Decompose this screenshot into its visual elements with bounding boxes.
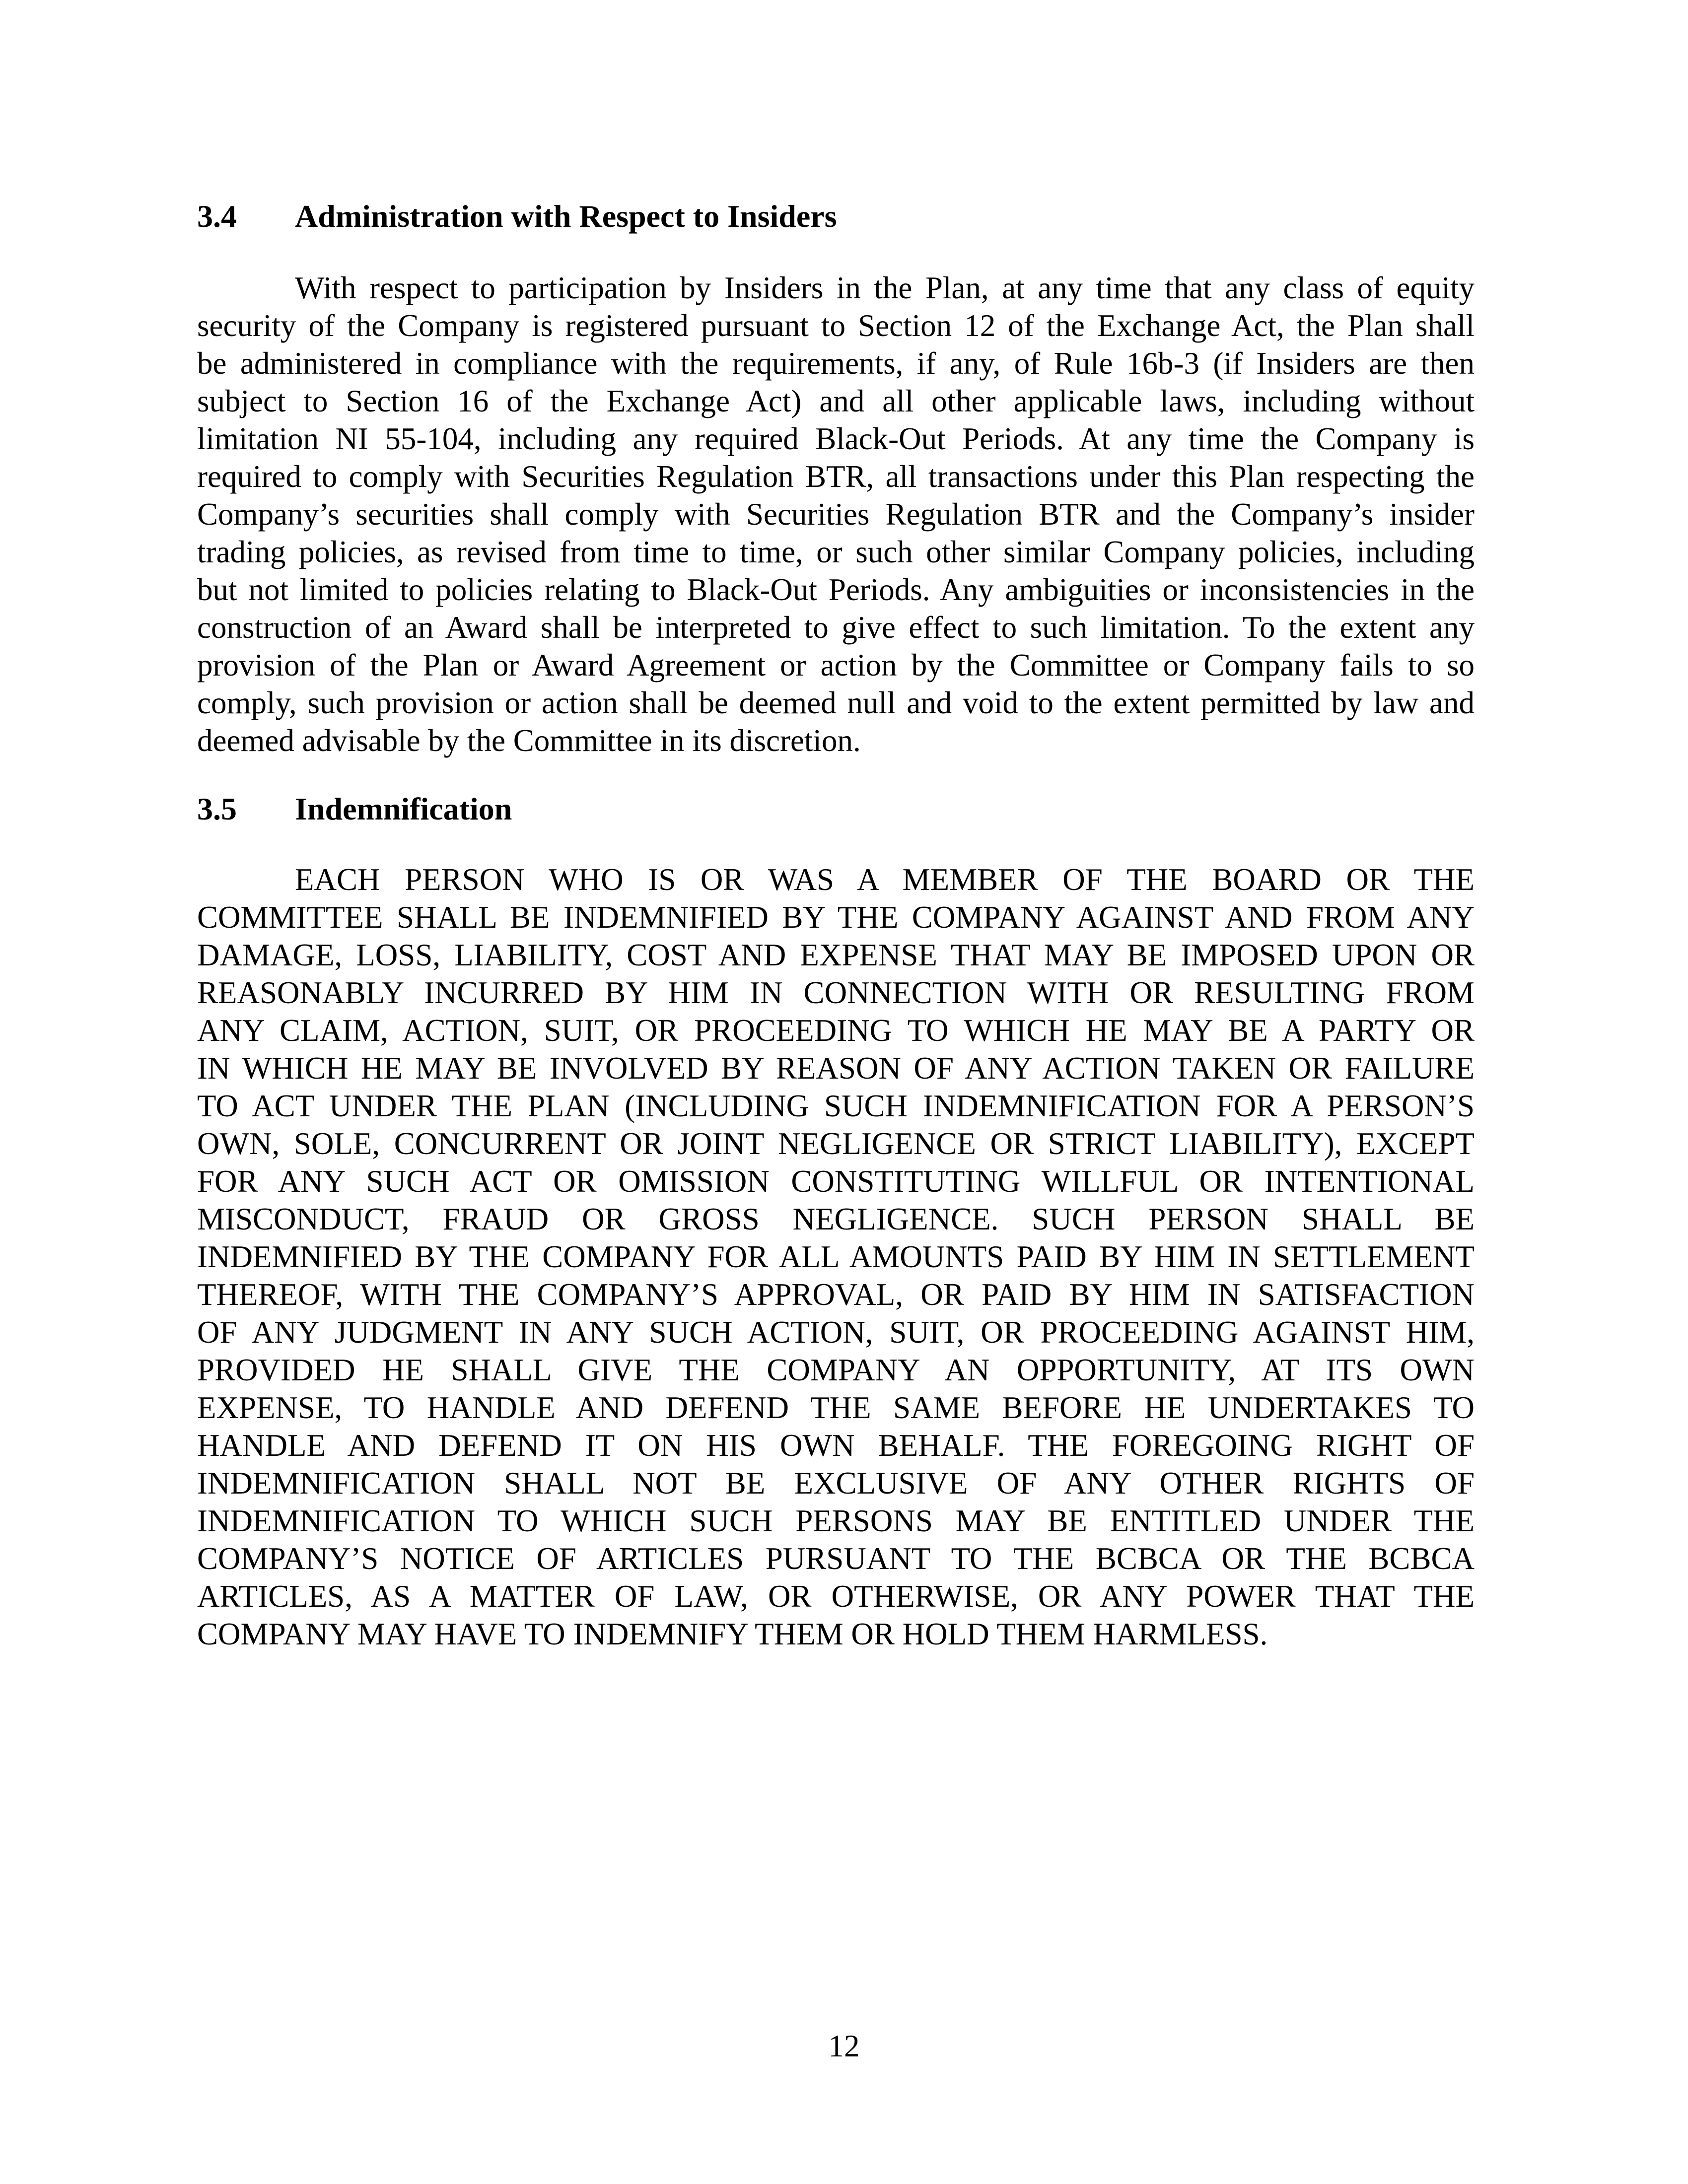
- text-line: provision of the Plan or Award Agreement or action by the Committee or Company fails to so: [197, 648, 1475, 682]
- text-line: REASONABLY INCURRED BY HIM IN CONNECTION WITH OR RESULTING FROM: [197, 975, 1475, 1010]
- text-line: subject to Section 16 of the Exchange Act) and all other applicable laws, including without: [197, 384, 1475, 418]
- page-number: 12: [828, 2029, 860, 2063]
- section-3-4-paragraph: [197, 269, 1475, 759]
- text-line: TO ACT UNDER THE PLAN (INCLUDING SUCH INDEMNIFICATION FOR A PERSON’S: [197, 1089, 1475, 1123]
- text-line: PROVIDED HE SHALL GIVE THE COMPANY AN OPPORTUNITY, AT ITS OWN: [197, 1353, 1475, 1387]
- text-line: deemed advisable by the Committee in its discretion.: [197, 723, 861, 758]
- text-line: EACH PERSON WHO IS OR WAS A MEMBER OF THE BOARD OR THE: [295, 862, 1475, 897]
- text-line: but not limited to policies relating to Black-Out Periods. Any ambiguities or inconsistencies in the: [197, 572, 1475, 607]
- section-number: 3.4: [197, 199, 237, 234]
- text-line: THEREOF, WITH THE COMPANY’S APPROVAL, OR PAID BY HIM IN SATISFACTION: [197, 1277, 1475, 1312]
- text-line: INDEMNIFIED BY THE COMPANY FOR ALL AMOUNTS PAID BY HIM IN SETTLEMENT: [197, 1239, 1475, 1274]
- text-line: DAMAGE, LOSS, LIABILITY, COST AND EXPENSE THAT MAY BE IMPOSED UPON OR: [197, 938, 1475, 972]
- text-line: INDEMNIFICATION SHALL NOT BE EXCLUSIVE OF ANY OTHER RIGHTS OF: [197, 1466, 1475, 1501]
- text-line: EXPENSE, TO HANDLE AND DEFEND THE SAME BEFORE HE UNDERTAKES TO: [197, 1390, 1475, 1425]
- text-line: OF ANY JUDGMENT IN ANY SUCH ACTION, SUIT, OR PROCEEDING AGAINST HIM,: [197, 1315, 1475, 1350]
- text-line: ANY CLAIM, ACTION, SUIT, OR PROCEEDING TO WHICH HE MAY BE A PARTY OR: [197, 1013, 1475, 1048]
- text-line: IN WHICH HE MAY BE INVOLVED BY REASON OF ANY ACTION TAKEN OR FAILURE: [197, 1051, 1475, 1086]
- text-line: trading policies, as revised from time to time, or such other similar Company policies, including: [197, 535, 1475, 569]
- text-line: INDEMNIFICATION TO WHICH SUCH PERSONS MAY BE ENTITLED UNDER THE: [197, 1503, 1475, 1538]
- section-3-5-paragraph: [197, 861, 1475, 1653]
- text-line: ARTICLES, AS A MATTER OF LAW, OR OTHERWISE, OR ANY POWER THAT THE: [197, 1579, 1475, 1614]
- text-line: required to comply with Securities Regulation BTR, all transactions under this Plan respecting the: [197, 459, 1475, 494]
- text-line: COMPANY MAY HAVE TO INDEMNIFY THEM OR HOLD THEM HARMLESS.: [197, 1617, 1268, 1651]
- text-line: With respect to participation by Insiders in the Plan, at any time that any class of equity: [295, 271, 1475, 305]
- section-title: Administration with Respect to Insiders: [295, 199, 837, 234]
- text-line: COMMITTEE SHALL BE INDEMNIFIED BY THE COMPANY AGAINST AND FROM ANY: [197, 900, 1475, 935]
- text-line: comply, such provision or action shall be deemed null and void to the extent permitted by law and: [197, 685, 1475, 720]
- section-heading-3-5: [197, 790, 1475, 828]
- text-line: MISCONDUCT, FRAUD OR GROSS NEGLIGENCE. SUCH PERSON SHALL BE: [197, 1202, 1475, 1236]
- text-line: COMPANY’S NOTICE OF ARTICLES PURSUANT TO THE BCBCA OR THE BCBCA: [197, 1541, 1475, 1576]
- section-number: 3.5: [197, 791, 237, 826]
- text-line: construction of an Award shall be interpreted to give effect to such limitation. To the extent any: [197, 610, 1475, 645]
- section-heading-3-4: [197, 198, 1475, 235]
- text-line: security of the Company is registered pursuant to Section 12 of the Exchange Act, the Plan shall: [197, 308, 1475, 343]
- text-line: FOR ANY SUCH ACT OR OMISSION CONSTITUTING WILLFUL OR INTENTIONAL: [197, 1164, 1475, 1199]
- text-line: be administered in compliance with the requirements, if any, of Rule 16b-3 (if Insiders are then: [197, 346, 1475, 381]
- text-line: Company’s securities shall comply with Securities Regulation BTR and the Company’s insider: [197, 497, 1475, 532]
- section-title: Indemnification: [295, 791, 512, 826]
- text-line: limitation NI 55-104, including any required Black-Out Periods. At any time the Company is: [197, 421, 1475, 456]
- text-line: OWN, SOLE, CONCURRENT OR JOINT NEGLIGENCE OR STRICT LIABILITY), EXCEPT: [197, 1126, 1475, 1161]
- text-line: HANDLE AND DEFEND IT ON HIS OWN BEHALF. THE FOREGOING RIGHT OF: [197, 1428, 1475, 1463]
